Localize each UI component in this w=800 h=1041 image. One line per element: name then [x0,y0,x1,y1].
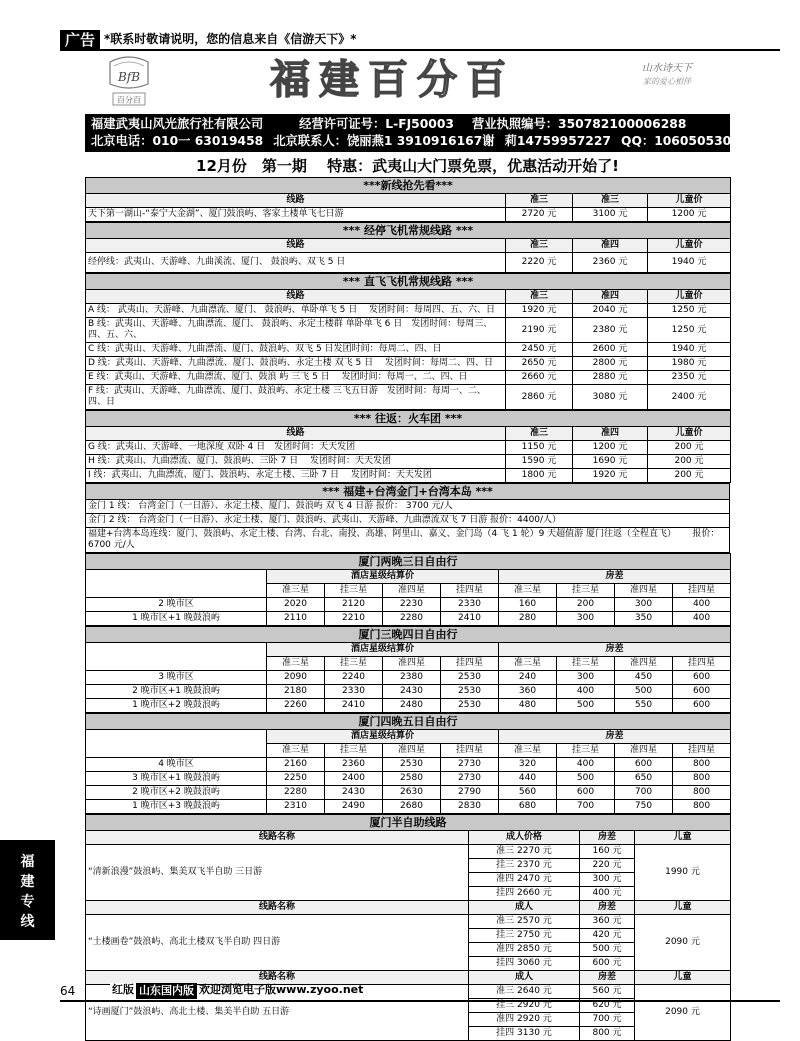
table-cell: 成人 [469,901,580,915]
table-cell: 160 [499,598,557,612]
table-cell: 挂三星 [557,657,615,671]
table-cell: 2120 [325,598,383,612]
table-cell: 2580 [383,772,441,786]
table-cell: 线路 [86,427,506,441]
table-cell: 600 元 [580,957,635,971]
section-title-new: ***新线抢先看*** [86,178,731,194]
table-cell: 1250 元 [648,304,731,318]
table-row [86,800,731,814]
table-cell: 550 [615,699,673,713]
table-cell: 2800 元 [573,357,648,371]
table-cell: 挂三 2370 元 [469,859,580,873]
table-row [86,699,731,713]
table-train-tours [85,410,731,483]
table-cell: 2530 [441,699,499,713]
table-cell: E 线：武夷山、天游峰、九曲漂流、厦门、鼓浪 屿 三飞 5 日 发团时间：每周一、二、四、日 [86,371,506,385]
table-row [86,343,731,357]
table-cell: 1 晚市区+3 晚鼓浪屿 [86,800,267,814]
table-cell: 准四 2850 元 [469,943,580,957]
table-cell: 挂三星 [557,584,615,598]
table-cell: 线路名称 [86,831,469,845]
table-cell: 准三星 [499,657,557,671]
table-cell: 420 元 [580,929,635,943]
table-cell: 2790 [441,786,499,800]
company-line-1: 福建武夷山风光旅行社有限公司 经营许可证号：L-FJ50003 营业执照编号：350782100006288 [91,117,687,131]
section-title-taiwan: *** 福建+台湾金门+台湾本岛 *** [86,484,730,500]
table-row [86,671,731,685]
table-cell: 400 [557,685,615,699]
table-cell: 挂四 2660 元 [469,887,580,901]
table-cell: 2330 [441,598,499,612]
table-cell: 房差 [580,971,635,985]
table-cell: 线路 [86,239,506,253]
company-banner [85,114,740,152]
table-cell: 2280 [383,612,441,626]
table-cell [86,643,267,671]
table-cell: 儿童价 [648,194,731,208]
table-row [86,304,731,318]
table-cell: 680 [499,800,557,814]
table-cell: 2090 [267,671,325,685]
section-title-xm5: 厦门四晚五日自由行 [86,714,731,730]
table-cell: H 线：武夷山、九曲漂流、厦门、鼓浪屿、三卧 7 日 发团时间：天天发团 [86,455,506,469]
table-cell: 200 元 [648,441,731,455]
table-cell: 挂三星 [325,744,383,758]
table-cell: 2360 元 [573,253,648,273]
table-cell: 800 [673,800,731,814]
table-cell: 1690 元 [573,455,648,469]
table-cell: 1 晚市区+2 晚鼓浪屿 [86,699,267,713]
table-cell: F 线：武夷山、天游峰、九曲漂流、厦门、鼓浪屿、永定土楼 三飞五日游 发团时间：每周一、二、四、日 [86,385,506,410]
table-cell: 400 [673,612,731,626]
table-cell: 2380 元 [573,318,648,343]
table-cell: 440 [499,772,557,786]
table-cell: 成人 [469,971,580,985]
table-xiamen-3day [85,553,731,626]
table-row [86,528,730,553]
table-cell: 560 [499,786,557,800]
table-cell: 2480 [383,699,441,713]
table-cell: 1940 元 [648,253,731,273]
table-cell: 2630 [383,786,441,800]
table-cell: 成人价格 [469,831,580,845]
table-cell: 300 元 [580,873,635,887]
brand-title: 福建百分百 [270,56,515,103]
table-cell: 400 [673,598,731,612]
table-row [86,318,731,343]
table-cell: 2450 元 [506,343,573,357]
price-tables [85,177,730,1041]
company-line-2: 北京电话：010一 63019458 北京联系人：饶丽燕1 3910916167谢 莉14759957227 QQ：1060505302 [91,134,740,148]
section-title-stopover: *** 经停飞机常规线路 *** [86,223,731,239]
table-cell: 2400 元 [648,385,731,410]
table-cell: 2020 [267,598,325,612]
table-cell: 1250 元 [648,318,731,343]
table-direct-flights [85,273,731,410]
table-cell: 2 晚市区+2 晚鼓浪屿 [86,786,267,800]
table-cell: 准三星 [267,744,325,758]
table-cell: 2210 [325,612,383,626]
bfb-logo [104,54,154,108]
table-cell: 800 [673,772,731,786]
table-cell: 线路 [86,194,506,208]
table-cell: 酒店星级结算价 [267,570,499,584]
table-cell: 1200 元 [573,441,648,455]
table-cell: 4 晚市区 [86,758,267,772]
table-cell: 准三 [573,194,648,208]
section-title-xm4: 厦门三晚四日自由行 [86,627,731,643]
table-cell: 1940 元 [648,343,731,357]
table-cell: 1590 元 [506,455,573,469]
footer-website: 欢迎浏览电子版www.zyoo.net [199,983,364,996]
table-cell: A 线： 武夷山、天游峰、九曲漂流、厦门、 鼓浪屿、单卧单飞 5 日 发团时间：每周四、五、六、日 [86,304,506,318]
table-cell: 2680 [383,800,441,814]
table-cell: 挂三星 [557,744,615,758]
table-row [86,469,731,483]
table-cell: 准三星 [267,584,325,598]
table-cell: 儿童 [635,971,731,985]
table-cell: 360 元 [580,915,635,929]
table-cell: 酒店星级结算价 [267,643,499,657]
table-cell: 200 [557,598,615,612]
table-new-routes [85,177,731,222]
table-cell: 2230 [383,598,441,612]
table-cell: 800 元 [580,1027,635,1041]
slogan-sub: 家的爱心相伴 [643,77,691,86]
table-cell: 750 [615,800,673,814]
table-cell: 2330 [325,685,383,699]
table-cell: 480 [499,699,557,713]
table-cell: 2160 [267,758,325,772]
table-cell: 400 [557,758,615,772]
table-cell: 2310 [267,800,325,814]
table-row [86,915,731,929]
table-cell: 2530 [441,671,499,685]
promo-headline: 12月份 第一期 特惠：武夷山大门票免票，优惠活动开始了! [196,157,619,175]
table-cell: 1800 元 [506,469,573,483]
section-title-train: *** 往返：火车团 *** [86,411,731,427]
table-cell: 儿童 [635,901,731,915]
table-cell: 2490 [325,800,383,814]
table-cell: 2410 [325,699,383,713]
table-cell: 3080 元 [573,385,648,410]
table-cell: 1150 元 [506,441,573,455]
table-cell: 准三 2570 元 [469,915,580,929]
table-cell: 160 元 [580,845,635,859]
ad-tag: 广告 [60,30,100,50]
table-cell: 房差 [499,570,731,584]
table-cell: 房差 [580,901,635,915]
table-cell: 500 [557,699,615,713]
table-cell: D 线：武夷山、天游峰、九曲漂流、厦门、鼓浪屿、永定土楼 双飞 5 日 发团时间：每周二、四、日 [86,357,506,371]
table-cell: 2530 [383,758,441,772]
table-cell: 240 [499,671,557,685]
table-cell: 2090 元 [635,985,731,1041]
table-cell: 500 [557,772,615,786]
table-cell: 天下第一湖山-“泰宁大金湖”、厦门鼓浪屿、客家土楼单飞七日游 [86,208,506,222]
table-cell: 挂四 3130 元 [469,1027,580,1041]
table-cell: 280 [499,612,557,626]
table-stopover-flights [85,222,731,273]
sidebar-fujian-routes: 福 建 专 线 [0,840,55,940]
table-cell: 1920 元 [573,469,648,483]
table-cell: 准四星 [615,744,673,758]
table-cell: “清新浪漫”鼓浪屿、集美双飞半自助 三日游 [86,845,469,901]
table-cell: 800 [673,786,731,800]
table-cell: 2220 元 [506,253,573,273]
table-taiwan [85,483,730,553]
table-row [86,357,731,371]
table-cell: 2400 [325,772,383,786]
table-cell: 金门 1 线： 台湾金门（一日游）、永定土楼、厦门、鼓浪屿 双飞 4 日游 报价： 3700 元/人 [86,500,730,514]
table-cell: 房差 [499,730,731,744]
table-cell: 2730 [441,758,499,772]
table-cell: 挂三星 [325,657,383,671]
table-cell: 儿童价 [648,239,731,253]
table-cell: 2280 [267,786,325,800]
table-cell: 准三星 [499,584,557,598]
table-cell: 300 [557,612,615,626]
table-cell: 儿童价 [648,427,731,441]
slogan: 山水诗天下 [642,63,692,74]
table-row [86,598,731,612]
table-cell: 准四 [573,290,648,304]
table-cell: 500 元 [580,943,635,957]
table-cell: 挂三 2920 元 [469,999,580,1013]
table-cell: 挂四 3060 元 [469,957,580,971]
table-cell: B 线：武夷山、天游峰、九曲漂流、厦门、 鼓浪屿、永定土楼群 单卧单飞 6 日 发团时间：每周三、四、五、六、 [86,318,506,343]
table-cell: 儿童 [635,831,731,845]
table-cell: 800 [673,758,731,772]
table-cell: 1 晚市区+1 晚鼓浪屿 [86,612,267,626]
table-cell: 儿童价 [648,290,731,304]
table-cell: 准四星 [383,744,441,758]
table-cell: 3 晚市区 [86,671,267,685]
table-cell: 2830 [441,800,499,814]
table-row [86,514,730,528]
table-cell: 准三 [506,194,573,208]
table-cell: 1200 元 [648,208,731,222]
table-cell: 600 [673,685,731,699]
table-cell: 450 [615,671,673,685]
table-cell: 560 元 [580,985,635,999]
table-cell: 挂四星 [673,584,731,598]
table-cell: 2040 元 [573,304,648,318]
table-row [86,371,731,385]
table-row [86,441,731,455]
table-cell: 700 [615,786,673,800]
table-cell: 2410 [441,612,499,626]
table-cell: 2350 元 [648,371,731,385]
table-cell: 2600 元 [573,343,648,357]
table-cell: 650 [615,772,673,786]
table-cell: 2180 [267,685,325,699]
table-cell: 准四 [573,239,648,253]
table-cell: 2110 [267,612,325,626]
table-row [86,612,731,626]
table-cell: 房差 [580,831,635,845]
table-xiamen-4day [85,626,731,713]
edition-region: 山东国内版 [136,983,197,999]
table-row [86,758,731,772]
table-row [86,253,731,273]
table-cell: 准三星 [267,657,325,671]
table-cell: 2360 [325,758,383,772]
table-cell: 700 元 [580,1013,635,1027]
table-row [86,786,731,800]
table-cell: 准四星 [615,584,673,598]
table-cell: 准三星 [499,744,557,758]
table-xiamen-semi-guided [85,814,731,1041]
section-title-semi: 厦门半自助线路 [86,815,731,831]
table-cell: 2240 [325,671,383,685]
table-cell: 准四星 [383,584,441,598]
table-cell [86,730,267,758]
table-cell: 2720 元 [506,208,573,222]
table-row [86,385,731,410]
table-cell: 500 [615,685,673,699]
top-rule [60,49,780,51]
table-cell: 200 元 [648,455,731,469]
table-cell: 准三 [506,239,573,253]
table-cell: “诗画厦门”鼓浪屿、高北土楼、集美半自助 五日游 [86,985,469,1041]
table-cell: 2430 [325,786,383,800]
table-cell: 3 晚市区+1 晚鼓浪屿 [86,772,267,786]
table-cell: 2530 [441,685,499,699]
bottom-rule [60,1000,780,1002]
table-cell: 挂三星 [325,584,383,598]
table-cell: 房差 [499,643,731,657]
table-cell: 3100 元 [573,208,648,222]
table-cell: 2260 [267,699,325,713]
table-cell: 挂四星 [673,657,731,671]
edition-red: 红版 [112,983,134,996]
table-row [86,685,731,699]
table-cell: 挂三 2750 元 [469,929,580,943]
table-cell: 准四星 [383,657,441,671]
table-cell: 350 [615,612,673,626]
table-cell: 400 元 [580,887,635,901]
table-cell: 2190 元 [506,318,573,343]
table-cell: 准四 [573,427,648,441]
ad-note: *联系时敬请说明，您的信息来自《信游天下》* [104,32,357,46]
table-cell: 1980 元 [648,357,731,371]
table-cell: 挂四星 [441,657,499,671]
table-cell: 2880 元 [573,371,648,385]
table-cell: 准四 2920 元 [469,1013,580,1027]
table-cell: 准三 2640 元 [469,985,580,999]
table-cell: I 线：武夷山、九曲漂流、厦门、鼓浪屿、永定土楼、三卧 7 日 发团时间：天天发团 [86,469,506,483]
table-cell: 挂四星 [441,744,499,758]
table-cell [86,570,267,598]
table-cell: G 线：武夷山、天游峰、一地深度 双卧 4 日 发团时间：天天发团 [86,441,506,455]
logo-letters: BfB [117,70,141,84]
table-cell: 线路名称 [86,971,469,985]
table-cell: 360 [499,685,557,699]
table-cell: 金门 2 线： 台湾金门（一日游）、永定土楼、厦门、鼓浪屿、武夷山、天游峰、九曲漂流双飞 7 日游 报价：4400/人） [86,514,730,528]
table-cell: 300 [557,671,615,685]
table-cell: 挂四星 [441,584,499,598]
table-row [86,845,731,859]
table-cell: 2650 元 [506,357,573,371]
section-title-direct: *** 直飞飞机常规线路 *** [86,274,731,290]
table-cell: 准四 2470 元 [469,873,580,887]
table-xiamen-5day [85,713,731,814]
table-cell: 220 元 [580,859,635,873]
table-cell: 线路 [86,290,506,304]
table-cell: 320 [499,758,557,772]
table-cell: 线路名称 [86,901,469,915]
section-title-xm3: 厦门两晚三日自由行 [86,554,731,570]
edition-labels [110,983,365,999]
table-cell: 620 元 [580,999,635,1013]
table-cell: 2380 [383,671,441,685]
table-cell: 200 元 [648,469,731,483]
table-cell: 1920 元 [506,304,573,318]
table-row [86,500,730,514]
table-cell: 600 [673,671,731,685]
table-cell: 2660 元 [506,371,573,385]
table-cell: 准三 [506,427,573,441]
table-cell: 2090 元 [635,915,731,971]
table-row [86,208,731,222]
table-cell: 300 [615,598,673,612]
table-cell: 600 [557,786,615,800]
table-cell: 1990 元 [635,845,731,901]
table-cell: 600 [673,699,731,713]
page-footer [60,983,780,999]
table-cell: 2 晚市区+1 晚鼓浪屿 [86,685,267,699]
table-cell: 经停线：武夷山、天游峰、九曲溪流、厦门、 鼓浪屿、双飞 5 日 [86,253,506,273]
table-cell: 2430 [383,685,441,699]
table-cell: 准三 [506,290,573,304]
logo-name: 百分百 [117,95,141,105]
table-cell: 准四星 [615,657,673,671]
table-cell: 准三 2270 元 [469,845,580,859]
table-cell: 2250 [267,772,325,786]
table-cell: 2730 [441,772,499,786]
table-cell: 700 [557,800,615,814]
table-cell: C 线：武夷山、天游峰、九曲漂流、厦门、鼓浪屿、双飞 5 日发团时间：每周二、四、日 [86,343,506,357]
table-cell: 2 晚市区 [86,598,267,612]
table-cell: 挂四星 [673,744,731,758]
table-cell: 2860 元 [506,385,573,410]
table-row [86,772,731,786]
table-cell: 600 [615,758,673,772]
page-number: 64 [60,984,76,998]
table-cell: 福建+台湾本岛连线：厦门、鼓浪屿、永定土楼、台湾、台北、南投、高雄、阿里山、嘉义、金门岛（4 飞 1 轮）9 天超值游 厦门往返（全程直飞） 报价： 6700 元/人 [86,528,730,553]
table-cell: “土楼画卷”鼓浪屿、高北土楼双飞半自助 四日游 [86,915,469,971]
table-row [86,455,731,469]
table-cell: 酒店星级结算价 [267,730,499,744]
